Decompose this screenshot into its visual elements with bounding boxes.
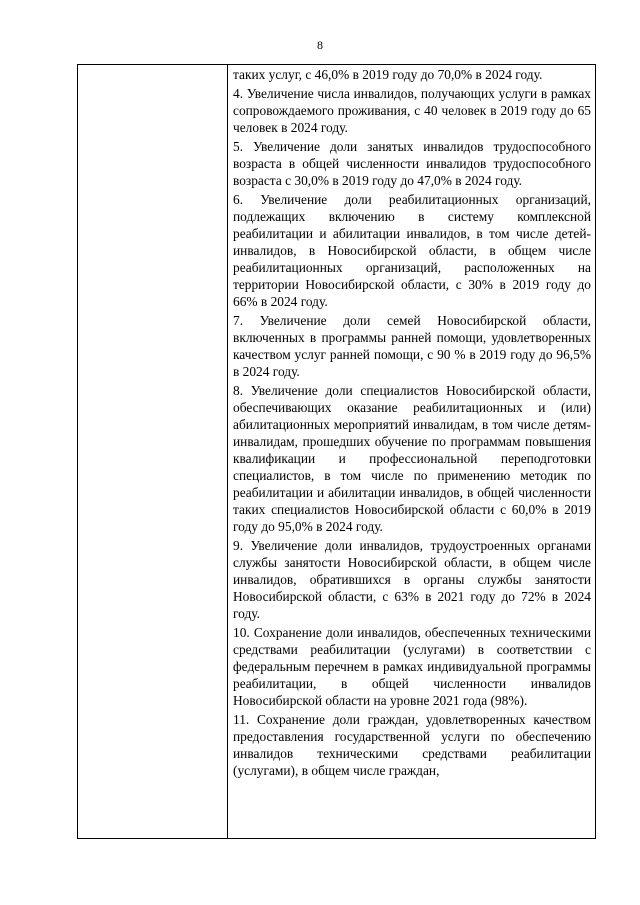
list-item-6: 6. Увеличение доли реабилитационных организаций, подлежащих включению в систему комплексной реабилитации и абилитации инвалидов, в том числе детей-инвалидов, в Новосибирской области, в общем числе реабилитационных организаций, расположенных на территории Новосибирской области, с 30% в 2019 году до 66% в 2024 году. <box>233 192 591 309</box>
table-row <box>78 65 596 839</box>
list-item-10: 10. Сохранение доли инвалидов, обеспеченных техническими средствами реабилитации (услугами) в соответствии с федеральным перечнем в рамках индивидуальной программы реабилитации, в общей численности инвалидов Новосибирской области на уровне 2021 года (98%). <box>233 625 591 708</box>
list-item-3-continued: таких услуг, с 46,0% в 2019 году до 70,0% в 2024 году. <box>233 67 543 82</box>
page-number: 8 <box>317 38 323 52</box>
table-cell-right <box>228 65 596 839</box>
list-item-11: 11. Сохранение доли граждан, удовлетворенных качеством предоставления государственной услуги по обеспечению инвалидов техническими средствами реабилитации (услугами), в общем числе граждан, <box>233 712 591 778</box>
list-item-8: 8. Увеличение доли специалистов Новосибирской области, обеспечивающих оказание реабилитационных и (или) абилитационных мероприятий инвалидам, в том числе детям-инвалидам, прошедших обучение по программам повышения квалификации и профессиональной переподготовки специалистов, в том числе по применению методик по реабилитации и абилитации инвалидов, в общей численности таких специалистов Новосибирской области с 60,0% в 2019 году до 95,0% в 2024 году. <box>233 383 591 534</box>
list-item-9: 9. Увеличение доли инвалидов, трудоустроенных органами службы занятости Новосибирской области, в общем числе инвалидов, обратившихся в органы службы занятости Новосибирской области, с 63% в 2021 году до 72% в 2024 году. <box>233 538 591 621</box>
list-item-7: 7. Увеличение доли семей Новосибирской области, включенных в программы ранней помощи, удовлетворенных качеством услуг ранней помощи, с 90 % в 2019 году до 96,5% в 2024 году. <box>233 313 591 379</box>
indicators-table <box>77 64 596 839</box>
list-item-4: 4. Увеличение числа инвалидов, получающих услуги в рамках сопровождаемого проживания, с 40 человек в 2019 году до 65 человек в 2024 году. <box>233 86 591 135</box>
table-cell-left <box>78 65 228 839</box>
list-item-5: 5. Увеличение доли занятых инвалидов трудоспособного возраста в общей численности инвалидов трудоспособного возраста с 30,0% в 2019 году до 47,0% в 2024 году. <box>233 139 591 188</box>
